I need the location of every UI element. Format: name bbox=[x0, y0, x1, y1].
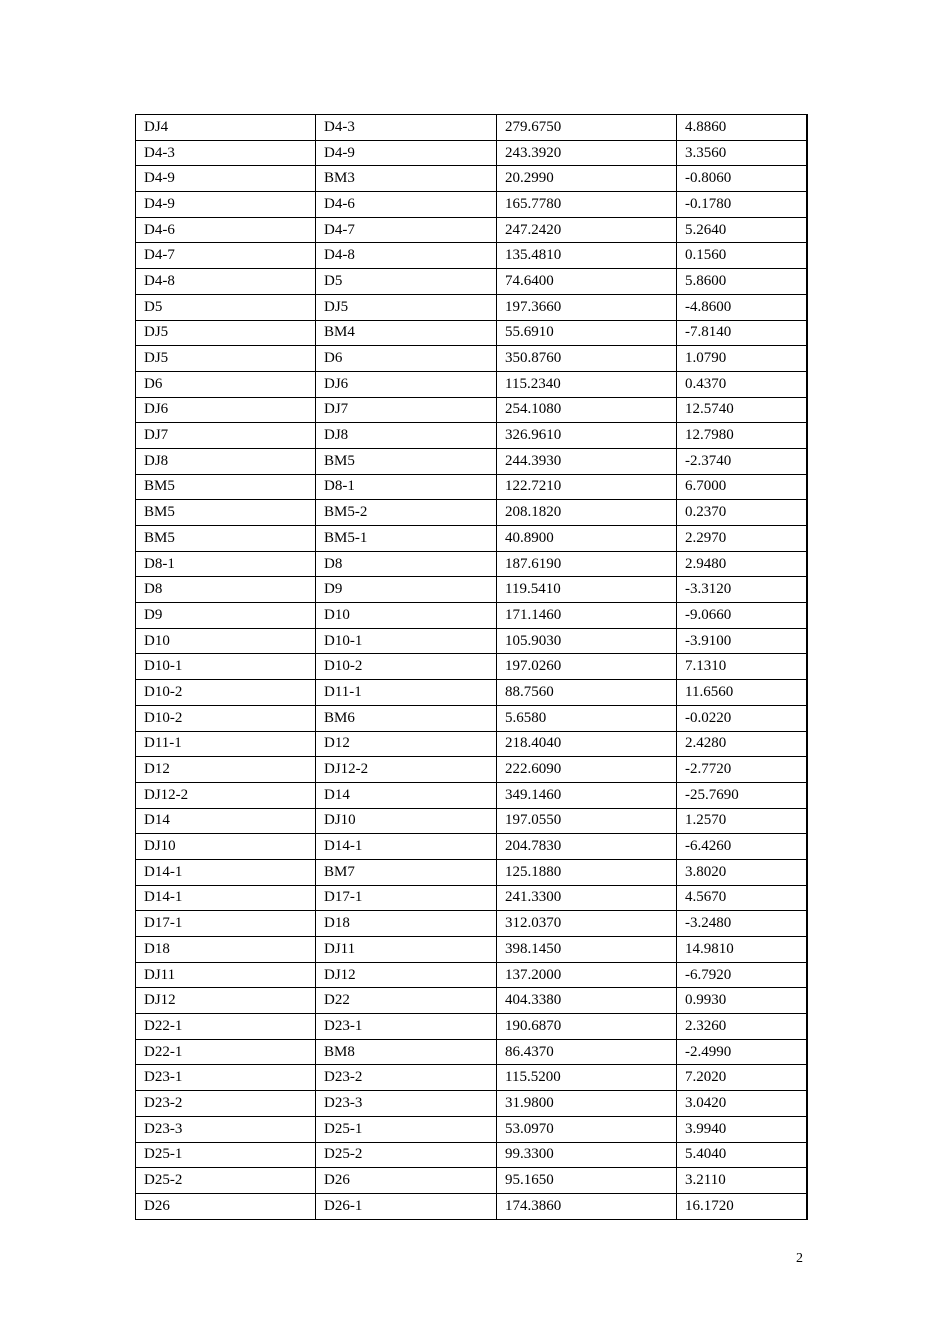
to-point-cell: D8-1 bbox=[316, 474, 497, 500]
to-point-cell: BM8 bbox=[316, 1039, 497, 1065]
from-point-cell: DJ5 bbox=[136, 320, 316, 346]
table-row bbox=[136, 1039, 807, 1065]
to-point-cell: D10 bbox=[316, 603, 497, 629]
height-diff-cell: 7.2020 bbox=[677, 1065, 807, 1091]
table-row bbox=[136, 834, 807, 860]
height-diff-cell: -3.3120 bbox=[677, 577, 807, 603]
height-diff-cell: 5.4040 bbox=[677, 1142, 807, 1168]
from-point-cell: D8-1 bbox=[136, 551, 316, 577]
height-diff-cell: 12.7980 bbox=[677, 423, 807, 449]
height-diff-cell: 0.9930 bbox=[677, 988, 807, 1014]
distance-cell: 197.3660 bbox=[497, 294, 677, 320]
distance-cell: 243.3920 bbox=[497, 140, 677, 166]
from-point-cell: D4-7 bbox=[136, 243, 316, 269]
distance-cell: 31.9800 bbox=[497, 1091, 677, 1117]
distance-cell: 208.1820 bbox=[497, 500, 677, 526]
from-point-cell: BM5 bbox=[136, 526, 316, 552]
from-point-cell: D17-1 bbox=[136, 911, 316, 937]
distance-cell: 125.1880 bbox=[497, 859, 677, 885]
distance-cell: 241.3300 bbox=[497, 885, 677, 911]
table-row bbox=[136, 423, 807, 449]
from-point-cell: D4-6 bbox=[136, 217, 316, 243]
table-row bbox=[136, 192, 807, 218]
distance-cell: 326.9610 bbox=[497, 423, 677, 449]
table-row bbox=[136, 808, 807, 834]
height-diff-cell: 3.2110 bbox=[677, 1168, 807, 1194]
to-point-cell: D8 bbox=[316, 551, 497, 577]
from-point-cell: DJ12 bbox=[136, 988, 316, 1014]
distance-cell: 86.4370 bbox=[497, 1039, 677, 1065]
height-diff-cell: -3.2480 bbox=[677, 911, 807, 937]
to-point-cell: DJ12-2 bbox=[316, 757, 497, 783]
distance-cell: 165.7780 bbox=[497, 192, 677, 218]
to-point-cell: BM5 bbox=[316, 448, 497, 474]
distance-cell: 197.0260 bbox=[497, 654, 677, 680]
to-point-cell: DJ10 bbox=[316, 808, 497, 834]
height-diff-cell: -0.1780 bbox=[677, 192, 807, 218]
to-point-cell: D17-1 bbox=[316, 885, 497, 911]
height-diff-cell: 0.4370 bbox=[677, 371, 807, 397]
from-point-cell: D4-8 bbox=[136, 269, 316, 295]
to-point-cell: D25-1 bbox=[316, 1116, 497, 1142]
from-point-cell: DJ6 bbox=[136, 397, 316, 423]
distance-cell: 115.2340 bbox=[497, 371, 677, 397]
from-point-cell: D14-1 bbox=[136, 859, 316, 885]
from-point-cell: D14-1 bbox=[136, 885, 316, 911]
table-row bbox=[136, 1142, 807, 1168]
distance-cell: 174.3860 bbox=[497, 1193, 677, 1219]
to-point-cell: DJ12 bbox=[316, 962, 497, 988]
to-point-cell: D10-2 bbox=[316, 654, 497, 680]
to-point-cell: D4-8 bbox=[316, 243, 497, 269]
height-diff-cell: -6.4260 bbox=[677, 834, 807, 860]
from-point-cell: D22-1 bbox=[136, 1039, 316, 1065]
height-diff-cell: 0.1560 bbox=[677, 243, 807, 269]
from-point-cell: D10 bbox=[136, 628, 316, 654]
distance-cell: 218.4040 bbox=[497, 731, 677, 757]
distance-cell: 398.1450 bbox=[497, 937, 677, 963]
distance-cell: 279.6750 bbox=[497, 115, 677, 141]
table-row bbox=[136, 526, 807, 552]
distance-cell: 312.0370 bbox=[497, 911, 677, 937]
from-point-cell: D4-9 bbox=[136, 166, 316, 192]
from-point-cell: D23-3 bbox=[136, 1116, 316, 1142]
table-row bbox=[136, 628, 807, 654]
height-diff-cell: 16.1720 bbox=[677, 1193, 807, 1219]
height-diff-cell: 14.9810 bbox=[677, 937, 807, 963]
distance-cell: 95.1650 bbox=[497, 1168, 677, 1194]
to-point-cell: D4-9 bbox=[316, 140, 497, 166]
to-point-cell: DJ7 bbox=[316, 397, 497, 423]
height-diff-cell: 4.5670 bbox=[677, 885, 807, 911]
table-row bbox=[136, 371, 807, 397]
from-point-cell: BM5 bbox=[136, 474, 316, 500]
table-row bbox=[136, 500, 807, 526]
from-point-cell: D22-1 bbox=[136, 1014, 316, 1040]
distance-cell: 20.2990 bbox=[497, 166, 677, 192]
table-row bbox=[136, 1014, 807, 1040]
table-row bbox=[136, 397, 807, 423]
table-row bbox=[136, 448, 807, 474]
distance-cell: 222.6090 bbox=[497, 757, 677, 783]
table-row bbox=[136, 166, 807, 192]
to-point-cell: D5 bbox=[316, 269, 497, 295]
height-diff-cell: -9.0660 bbox=[677, 603, 807, 629]
distance-cell: 187.6190 bbox=[497, 551, 677, 577]
from-point-cell: DJ4 bbox=[136, 115, 316, 141]
height-diff-cell: 5.2640 bbox=[677, 217, 807, 243]
to-point-cell: D23-1 bbox=[316, 1014, 497, 1040]
to-point-cell: D18 bbox=[316, 911, 497, 937]
from-point-cell: D10-1 bbox=[136, 654, 316, 680]
from-point-cell: D10-2 bbox=[136, 680, 316, 706]
distance-cell: 349.1460 bbox=[497, 782, 677, 808]
distance-cell: 204.7830 bbox=[497, 834, 677, 860]
from-point-cell: BM5 bbox=[136, 500, 316, 526]
to-point-cell: D12 bbox=[316, 731, 497, 757]
table-row bbox=[136, 1065, 807, 1091]
table-body bbox=[136, 115, 807, 1220]
distance-cell: 53.0970 bbox=[497, 1116, 677, 1142]
to-point-cell: D4-3 bbox=[316, 115, 497, 141]
from-point-cell: D18 bbox=[136, 937, 316, 963]
height-diff-cell: 5.8600 bbox=[677, 269, 807, 295]
to-point-cell: BM4 bbox=[316, 320, 497, 346]
height-diff-cell: 3.0420 bbox=[677, 1091, 807, 1117]
height-diff-cell: -7.8140 bbox=[677, 320, 807, 346]
table-row bbox=[136, 757, 807, 783]
from-point-cell: D26 bbox=[136, 1193, 316, 1219]
table-row bbox=[136, 269, 807, 295]
distance-cell: 99.3300 bbox=[497, 1142, 677, 1168]
distance-cell: 88.7560 bbox=[497, 680, 677, 706]
from-point-cell: DJ10 bbox=[136, 834, 316, 860]
table-row bbox=[136, 680, 807, 706]
table-row bbox=[136, 243, 807, 269]
height-diff-cell: 2.2970 bbox=[677, 526, 807, 552]
from-point-cell: DJ8 bbox=[136, 448, 316, 474]
distance-cell: 74.6400 bbox=[497, 269, 677, 295]
to-point-cell: D26-1 bbox=[316, 1193, 497, 1219]
distance-cell: 119.5410 bbox=[497, 577, 677, 603]
from-point-cell: D14 bbox=[136, 808, 316, 834]
table-row bbox=[136, 731, 807, 757]
distance-cell: 115.5200 bbox=[497, 1065, 677, 1091]
height-diff-cell: 7.1310 bbox=[677, 654, 807, 680]
page-number: 2 bbox=[796, 1251, 803, 1266]
height-diff-cell: 11.6560 bbox=[677, 680, 807, 706]
height-diff-cell: 3.3560 bbox=[677, 140, 807, 166]
table-row bbox=[136, 1091, 807, 1117]
table-row bbox=[136, 551, 807, 577]
height-diff-cell: -4.8600 bbox=[677, 294, 807, 320]
table-row bbox=[136, 603, 807, 629]
distance-cell: 55.6910 bbox=[497, 320, 677, 346]
distance-cell: 135.4810 bbox=[497, 243, 677, 269]
to-point-cell: D26 bbox=[316, 1168, 497, 1194]
height-diff-cell: 12.5740 bbox=[677, 397, 807, 423]
from-point-cell: D12 bbox=[136, 757, 316, 783]
table-row bbox=[136, 782, 807, 808]
distance-cell: 40.8900 bbox=[497, 526, 677, 552]
table-row bbox=[136, 988, 807, 1014]
table-row bbox=[136, 346, 807, 372]
distance-cell: 105.9030 bbox=[497, 628, 677, 654]
to-point-cell: DJ5 bbox=[316, 294, 497, 320]
table-row bbox=[136, 294, 807, 320]
height-diff-cell: 1.2570 bbox=[677, 808, 807, 834]
height-diff-cell: 3.8020 bbox=[677, 859, 807, 885]
from-point-cell: DJ5 bbox=[136, 346, 316, 372]
height-diff-cell: -0.8060 bbox=[677, 166, 807, 192]
table-row bbox=[136, 962, 807, 988]
table-row bbox=[136, 885, 807, 911]
distance-cell: 137.2000 bbox=[497, 962, 677, 988]
height-diff-cell: 3.9940 bbox=[677, 1116, 807, 1142]
from-point-cell: D4-3 bbox=[136, 140, 316, 166]
from-point-cell: DJ12-2 bbox=[136, 782, 316, 808]
table-row bbox=[136, 859, 807, 885]
table-row bbox=[136, 937, 807, 963]
to-point-cell: D4-7 bbox=[316, 217, 497, 243]
distance-cell: 190.6870 bbox=[497, 1014, 677, 1040]
from-point-cell: DJ11 bbox=[136, 962, 316, 988]
survey-data-table bbox=[135, 114, 808, 1220]
height-diff-cell: -3.9100 bbox=[677, 628, 807, 654]
table-row bbox=[136, 474, 807, 500]
from-point-cell: D11-1 bbox=[136, 731, 316, 757]
to-point-cell: D25-2 bbox=[316, 1142, 497, 1168]
from-point-cell: D5 bbox=[136, 294, 316, 320]
table-row bbox=[136, 217, 807, 243]
table-row bbox=[136, 911, 807, 937]
height-diff-cell: -0.0220 bbox=[677, 705, 807, 731]
height-diff-cell: 2.3260 bbox=[677, 1014, 807, 1040]
height-diff-cell: 0.2370 bbox=[677, 500, 807, 526]
table-row bbox=[136, 654, 807, 680]
to-point-cell: DJ11 bbox=[316, 937, 497, 963]
height-diff-cell: 2.9480 bbox=[677, 551, 807, 577]
from-point-cell: D25-1 bbox=[136, 1142, 316, 1168]
to-point-cell: D4-6 bbox=[316, 192, 497, 218]
table-row bbox=[136, 577, 807, 603]
table-row bbox=[136, 705, 807, 731]
to-point-cell: BM7 bbox=[316, 859, 497, 885]
height-diff-cell: -2.4990 bbox=[677, 1039, 807, 1065]
to-point-cell: D23-3 bbox=[316, 1091, 497, 1117]
to-point-cell: BM5-2 bbox=[316, 500, 497, 526]
from-point-cell: D23-2 bbox=[136, 1091, 316, 1117]
to-point-cell: DJ8 bbox=[316, 423, 497, 449]
from-point-cell: D6 bbox=[136, 371, 316, 397]
height-diff-cell: 2.4280 bbox=[677, 731, 807, 757]
height-diff-cell: 1.0790 bbox=[677, 346, 807, 372]
from-point-cell: D23-1 bbox=[136, 1065, 316, 1091]
table-row bbox=[136, 1116, 807, 1142]
to-point-cell: D10-1 bbox=[316, 628, 497, 654]
distance-cell: 197.0550 bbox=[497, 808, 677, 834]
to-point-cell: D14-1 bbox=[316, 834, 497, 860]
from-point-cell: D25-2 bbox=[136, 1168, 316, 1194]
height-diff-cell: 6.7000 bbox=[677, 474, 807, 500]
table-row bbox=[136, 320, 807, 346]
distance-cell: 404.3380 bbox=[497, 988, 677, 1014]
distance-cell: 254.1080 bbox=[497, 397, 677, 423]
from-point-cell: D9 bbox=[136, 603, 316, 629]
to-point-cell: D9 bbox=[316, 577, 497, 603]
height-diff-cell: 4.8860 bbox=[677, 115, 807, 141]
height-diff-cell: -2.7720 bbox=[677, 757, 807, 783]
distance-cell: 350.8760 bbox=[497, 346, 677, 372]
height-diff-cell: -25.7690 bbox=[677, 782, 807, 808]
table-row bbox=[136, 1168, 807, 1194]
to-point-cell: D11-1 bbox=[316, 680, 497, 706]
to-point-cell: D6 bbox=[316, 346, 497, 372]
table-row bbox=[136, 140, 807, 166]
height-diff-cell: -2.3740 bbox=[677, 448, 807, 474]
distance-cell: 171.1460 bbox=[497, 603, 677, 629]
table-row bbox=[136, 115, 807, 141]
from-point-cell: D10-2 bbox=[136, 705, 316, 731]
to-point-cell: BM5-1 bbox=[316, 526, 497, 552]
to-point-cell: D14 bbox=[316, 782, 497, 808]
from-point-cell: DJ7 bbox=[136, 423, 316, 449]
distance-cell: 244.3930 bbox=[497, 448, 677, 474]
to-point-cell: DJ6 bbox=[316, 371, 497, 397]
height-diff-cell: -6.7920 bbox=[677, 962, 807, 988]
distance-cell: 5.6580 bbox=[497, 705, 677, 731]
distance-cell: 247.2420 bbox=[497, 217, 677, 243]
from-point-cell: D4-9 bbox=[136, 192, 316, 218]
to-point-cell: BM6 bbox=[316, 705, 497, 731]
to-point-cell: BM3 bbox=[316, 166, 497, 192]
distance-cell: 122.7210 bbox=[497, 474, 677, 500]
from-point-cell: D8 bbox=[136, 577, 316, 603]
table-row bbox=[136, 1193, 807, 1219]
to-point-cell: D22 bbox=[316, 988, 497, 1014]
to-point-cell: D23-2 bbox=[316, 1065, 497, 1091]
